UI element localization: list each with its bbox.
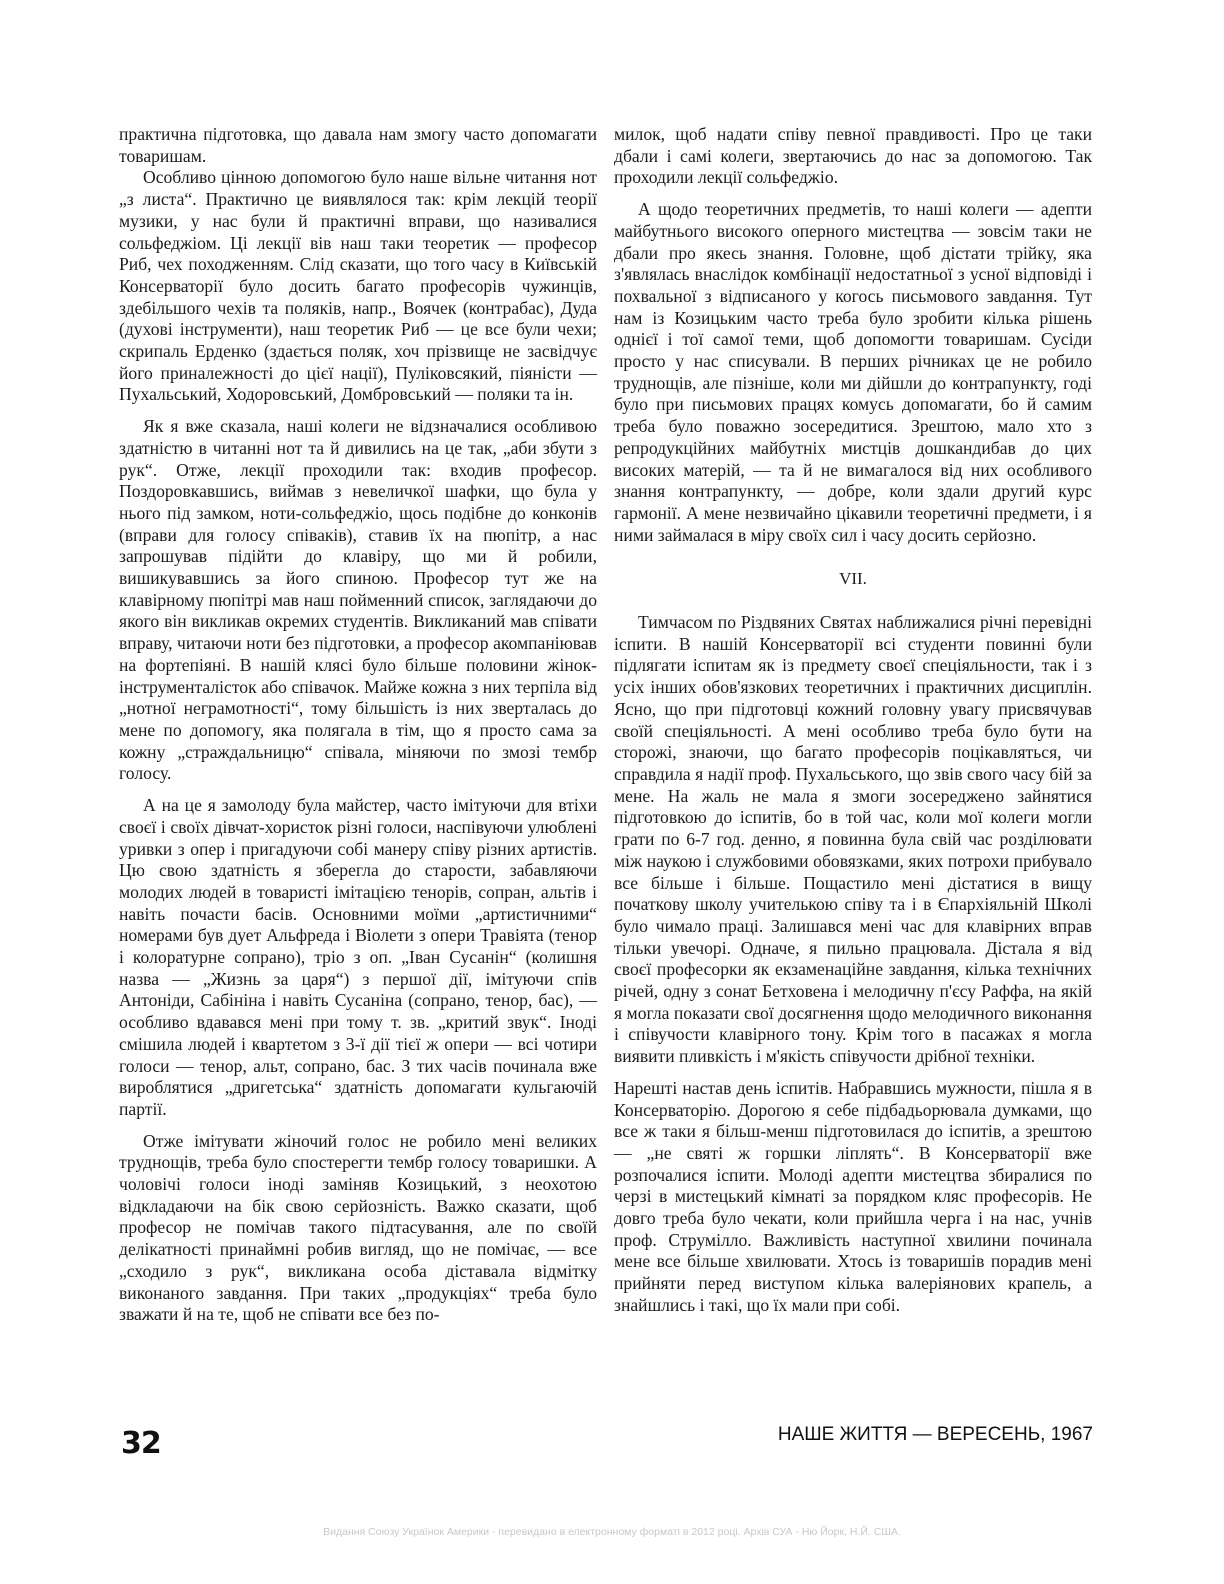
paragraph: практична підготовка, що давала нам змогу часто допомагати товаришам. [119, 124, 597, 166]
paragraph: Отже імітувати жіночий голос не робило мені великих труднощів, треба було спостерегти тембр голосу товаришки. А чоловічі голоси іноді заміняв Козицький, з неохотою відкладаючи на бік свою серйозність. Важко сказати, щоб професор не помічав такого підтасування, але по своїй делікатності принаймні робив вигляд, що не помічає, — все „сходило з рук“, викликана особа діставала відмітку виконаного завдання. При таких „продукціях“ треба було зважати й на те, щоб не співати все без по- [119, 1130, 597, 1325]
page-number: 32 [121, 1426, 161, 1461]
paragraph: А щодо теоретичних предметів, то наші колеги — адепти майбутнього високого оперного мистецтва — зовсім таки не дбали про якесь знання. Головне, щоб дістати трійку, яка з'являлась внаслідок комбінації недостатньої з усної відповіді і похвальної з відписаного у когось письмового завдання. Тут нам із Козицьким часто треба було зробити кілька рішень однієї і тої самої теми, щоб допомогти товаришам. Сусіди просто у нас списували. В перших річниках це не робило труднощів, але пізніше, коли ми дійшли до контрапункту, годі було при письмових працях комусь допомагати, бо й самим треба було поважно зосередитися. Зрештою, мало хто з репродукційних майбутніх мистців дошкандибав до цих високих матерій, — та й не вимагалося від них особливого знання контрапункту, — добре, коли здали другий курс гармонії. А мене незвичайно цікавили теоретичні предмети, і я ними займалася в міру своїх сил і часу досить серйозно. [614, 199, 1092, 545]
footer-title: НАШЕ ЖИТТЯ — ВЕРЕСЕНЬ, 1967 [777, 1424, 1093, 1445]
paragraph: Як я вже сказала, наші колеги не відзначалися особливою здатністю в читанні нот та й дивились на це так, „аби збути з рук“. Отже, лекції проходили так: входив професор. Поздоровкавшись, виймав з невеличкої шафки, що була у нього під замком, ноти-сольфеджіо, щось подібне до конконів (вправи для голосу співаків), ставив їх на пюпітр, а нас запрошував підійти до клавіру, що ми й робили, вишикувавшись за його спиною. Професор тут же на клавірному пюпітрі мав наш пойменний список, заглядаючи до якого він викликав окремих студентів. Викликаний мав співати вправу, читаючи ноти без підготовки, а професор акомпаніював на фортепіяні. В нашій клясі було більше половини жінок-інструменталісток або співачок. Майже кожна з них терпіла від „нотної неграмотності“, тому більшість із них зверталась до мене по допомогу, яка полягала в тім, що я просто сама за кожну „страждальницю“ співала, міняючи по змозі тембр голосу. [119, 416, 597, 784]
right-column [614, 124, 1092, 1317]
paragraph: милок, щоб надати співу певної правдивості. Про це таки дбали і самі колеги, звертаючись до нас за допомогою. Так проходили лекції сольфеджіо. [614, 124, 1092, 188]
paragraph: Тимчасом по Різдвяних Святах наближалися річні перевідні іспити. В нашій Консерваторії всі студенти повинні були підлягати іспитам як із предмету своєї спеціяльности, так і з усіх інших обов'язкових теоретичних і практичних дисциплін. Ясно, що при підготовці кожний головну увагу присвячував своїй спеціяльності. А мені особливо треба було бути на сторожі, знаючи, що багато професорів поцікавляться, чи справдила я надії проф. Пухальського, що звів свого часу бій за мене. На жаль не мала я змоги зосереджено зайнятися підготовкою до іспитів, бо в той час, коли мої колеги могли грати по 6-7 год. денно, я повинна була свій час розділювати між наукою і службовими обовязками, яких потрохи прибувало все більше і більше. Пощастило мені дістатися в вищу початкову школу учителькою співу та і в Єпархіяльній Школі було чимало праці. Залишався мені час для клавірних вправ тільки увечорі. Одначе, я пильно працювала. Дістала я від своєї професорки як екзаменаційне завдання, кілька технічних річей, одну з сонат Бетховена і мелодичну п'єсу Раффа, на якій я могла показати свої досягнення щодо мелодичного виконання і співучости клавірного тону. Крім того в пасажах я могла виявити пливкість і м'якість співучости дрібної техніки. [614, 612, 1092, 1067]
archive-note: Видання Союзу Українок Америки - перевидано в електронному форматі в 2012 році. Архів СУА - Ню Йорк, Н.Й. США. [323, 1526, 901, 1538]
section-heading: VII. [839, 569, 867, 589]
paragraph: А на це я замолоду була майстер, часто імітуючи для втіхи своєї і своїх дівчат-хористок різні голоси, наспівуючи улюблені уривки з опер і пригадуючи собі манеру співу різних артистів. Цю свою здатність я зберегла до старости, забавляючи молодих людей в товаристі імітацією тенорів, сопран, альтів і навіть почасти басів. Основними моїми „артистичними“ номерами був дует Альфреда і Віолети з опери Травіята (тенор і колоратурне сопрано), тріо з оп. „Іван Сусанін“ (колишня назва — „Жизнь за царя“) з першої дії, імітуючи спів Антоніди, Сабініна і навіть Сусаніна (сопрано, тенор, бас), — особливо вдавався мені при тому т. зв. „критий звук“. Іноді смішила людей і квартетом з 3-ї дії тієї ж опери — всі чотири голоси — тенор, альт, сопрано, бас. З тих часів починала вже вироблятися „дригетська“ здатність допомагати кульгаючій партії. [119, 795, 597, 1119]
paragraph: Нарешті настав день іспитів. Набравшись мужности, пішла я в Консерваторію. Дорогою я себе підбадьорювала думками, що все ж таки я більш-менш підготовилася до іспитів, а зрештою — „не святі ж горшки ліплять“. В Консерваторії вже розпочалися іспити. Молоді адепти мистецтва збиралися по черзі в мистецький кімнаті за порядком кляс професорів. Не довго треба було чекати, коли прийшла черга і на нас, учнів проф. Струмілло. Важливість наступної хвилини починала мене все більше хвилювати. Хтось із товаришів порадив мені прийняти перед виступом кілька валеріянових крапель, а знайшлись і такі, що їх мали при собі. [614, 1077, 1092, 1315]
paragraph: Особливо цінною допомогою було наше вільне читання нот „з листа“. Практично це виявлялося так: крім лекцій теорії музики, у нас були й практичні вправи, що називалися сольфеджіом. Ці лекції вів наш таки теоретик — професор Риб, чех походженням. Слід сказати, що того часу в Київській Консерваторії було досить багато професорів чужинців, здебільшого чехів та поляків, напр., Воячек (контрабас), Дуда (духові інструменти), наш теоретик Риб — це все були чехи; скрипаль Ерденко (здається поляк, хоч прізвище не засвідчує його приналежності до цієї нації), Пуліковсякий, піяністи — Пухальський, Ходоровський, Домбровський — поляки та ін. [119, 167, 597, 405]
left-column [119, 124, 597, 1326]
